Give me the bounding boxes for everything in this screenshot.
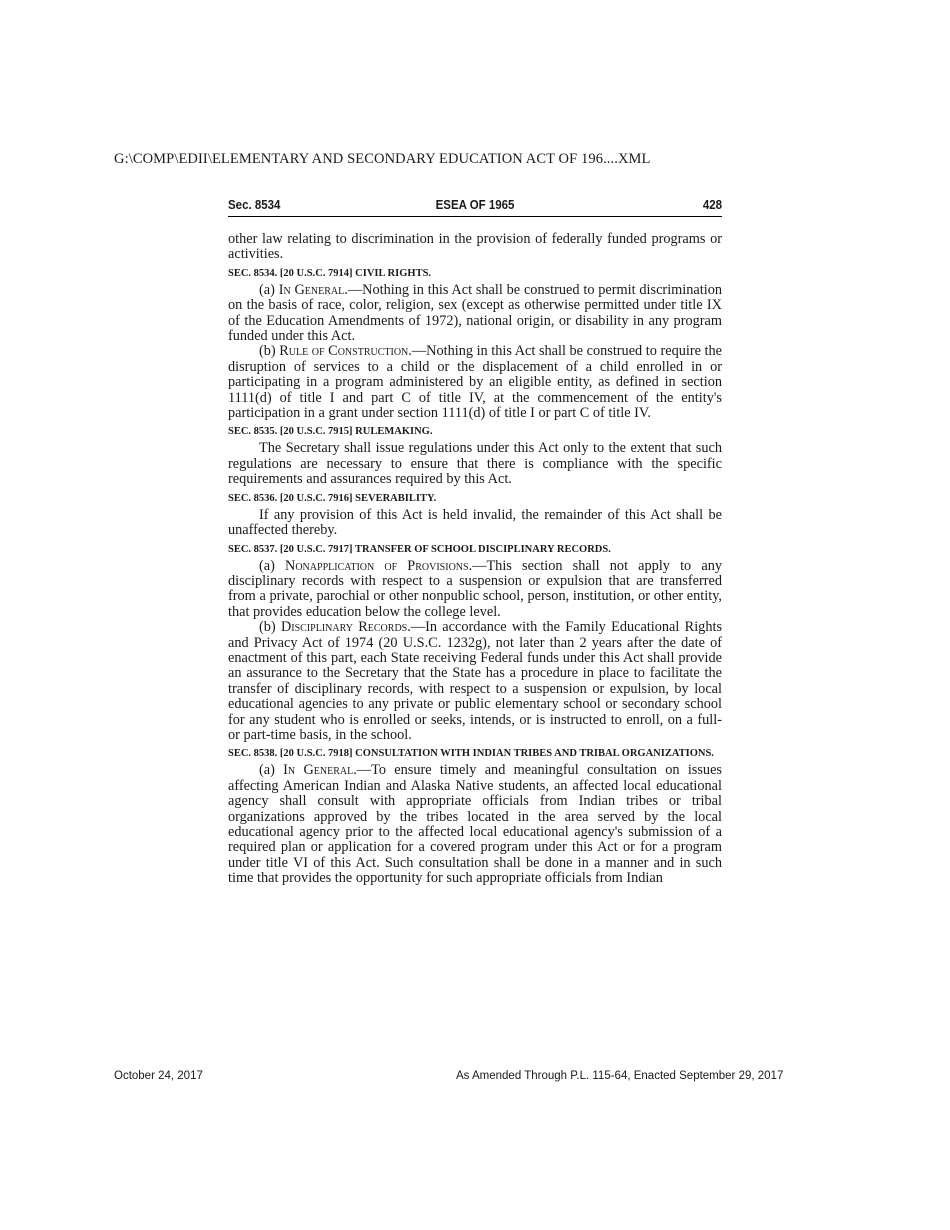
file-path: G:\COMP\EDII\ELEMENTARY AND SECONDARY EDUCATION ACT OF 196....XML [114, 151, 651, 167]
paragraph-8535: The Secretary shall issue regulations under this Act only to the extent that such regulations are necessary to ensure that there is compliance with the specific requirements and assurances required by this Act. [228, 440, 722, 488]
page-body [228, 232, 722, 887]
caption: In General. [278, 281, 348, 298]
section-number: Sec. 8534 [228, 198, 281, 212]
section-heading-8536: SEC. 8536. [20 U.S.C. 7916] SEVERABILITY. [228, 492, 437, 504]
section-heading-8538: SEC. 8538. [20 U.S.C. 7918] CONSULTATION WITH INDIAN TRIBES AND TRIBAL ORGANIZATIONS. [228, 748, 714, 760]
continued-paragraph: other law relating to discrimination in the provision of federally funded programs or activities. [228, 231, 722, 263]
caption: Nonapplication of Provisions. [285, 557, 473, 574]
section-heading-8537: SEC. 8537. [20 U.S.C. 7917] TRANSFER OF SCHOOL DISCIPLINARY RECORDS. [228, 543, 611, 555]
running-head [228, 198, 722, 217]
section-heading-8535: SEC. 8535. [20 U.S.C. 7915] RULEMAKING. [228, 426, 433, 438]
act-title: ESEA OF 1965 [435, 198, 515, 212]
paragraph-8537-a: (a) Nonapplication of Provisions.—This section shall not apply to any disciplinary records with respect to a suspension or expulsion that are transferred from a private, parochial or other nonpublic school, person, institution, or other entity, that provides education below the college level. [228, 557, 722, 620]
section-heading-8534: SEC. 8534. [20 U.S.C. 7914] CIVIL RIGHTS. [228, 267, 432, 279]
paragraph-8537-b: (b) Disciplinary Records.—In accordance with the Family Educational Rights and Privacy Act of 1974 (20 U.S.C. 1232g), not later than 2 years after the date of enactment of this part, each State receiving Federal funds under this Act shall provide an assurance to the Secretary that the State has a procedure in place to facilitate the transfer of disciplinary records, with respect to a suspension or expulsion, by local educational agencies to any private or public elementary school or secondary school for any student who is enrolled or seeks, intends, or is instructed to enroll, on a full- or part-time basis, in the school. [228, 619, 723, 743]
caption: Disciplinary Records. [280, 619, 411, 636]
footer-date: October 24, 2017 [114, 1070, 203, 1082]
paragraph-8534-b: (b) Rule of Construction.—Nothing in this Act shall be construed to require the disruption of services to a child or the displacement of a child enrolled in or participating in a program administered by an eligible entity, as defined in section 1111(d) of title I and part C of title IV, at the commencement of the entity's participation in a grant under section 1111(d) of title I or part C of title IV. [228, 343, 722, 422]
page-number: 428 [702, 198, 723, 212]
caption: In General. [283, 762, 357, 779]
paragraph-8536: If any provision of this Act is held invalid, the remainder of this Act shall be unaffected thereby. [228, 506, 722, 539]
paragraph-8538-a: (a) In General.—To ensure timely and meaningful consultation on issues affecting American Indian and Alaska Native students, an affected local educational agency shall consult with appropriate officials from Indian tribes or tribal organizations approved by the tribes located in the area served by the local educational agency prior to the affected local educational agency's submission of a required plan or application for a covered program under this Act or for a program under title VI of this Act. Such consultation shall be done in a manner and in such time that provides the opportunity for such appropriate officials from Indian [228, 762, 722, 887]
footer-amended: As Amended Through P.L. 115-64, Enacted September 29, 2017 [456, 1070, 784, 1082]
paragraph-8534-a: (a) In General.—Nothing in this Act shall be construed to permit discrimination on the basis of race, color, religion, sex (except as otherwise permitted under title IX of the Education Amendments of 1972), national origin, or disability in any program funded under this Act. [228, 281, 722, 345]
caption: Rule of Construction. [279, 343, 412, 360]
